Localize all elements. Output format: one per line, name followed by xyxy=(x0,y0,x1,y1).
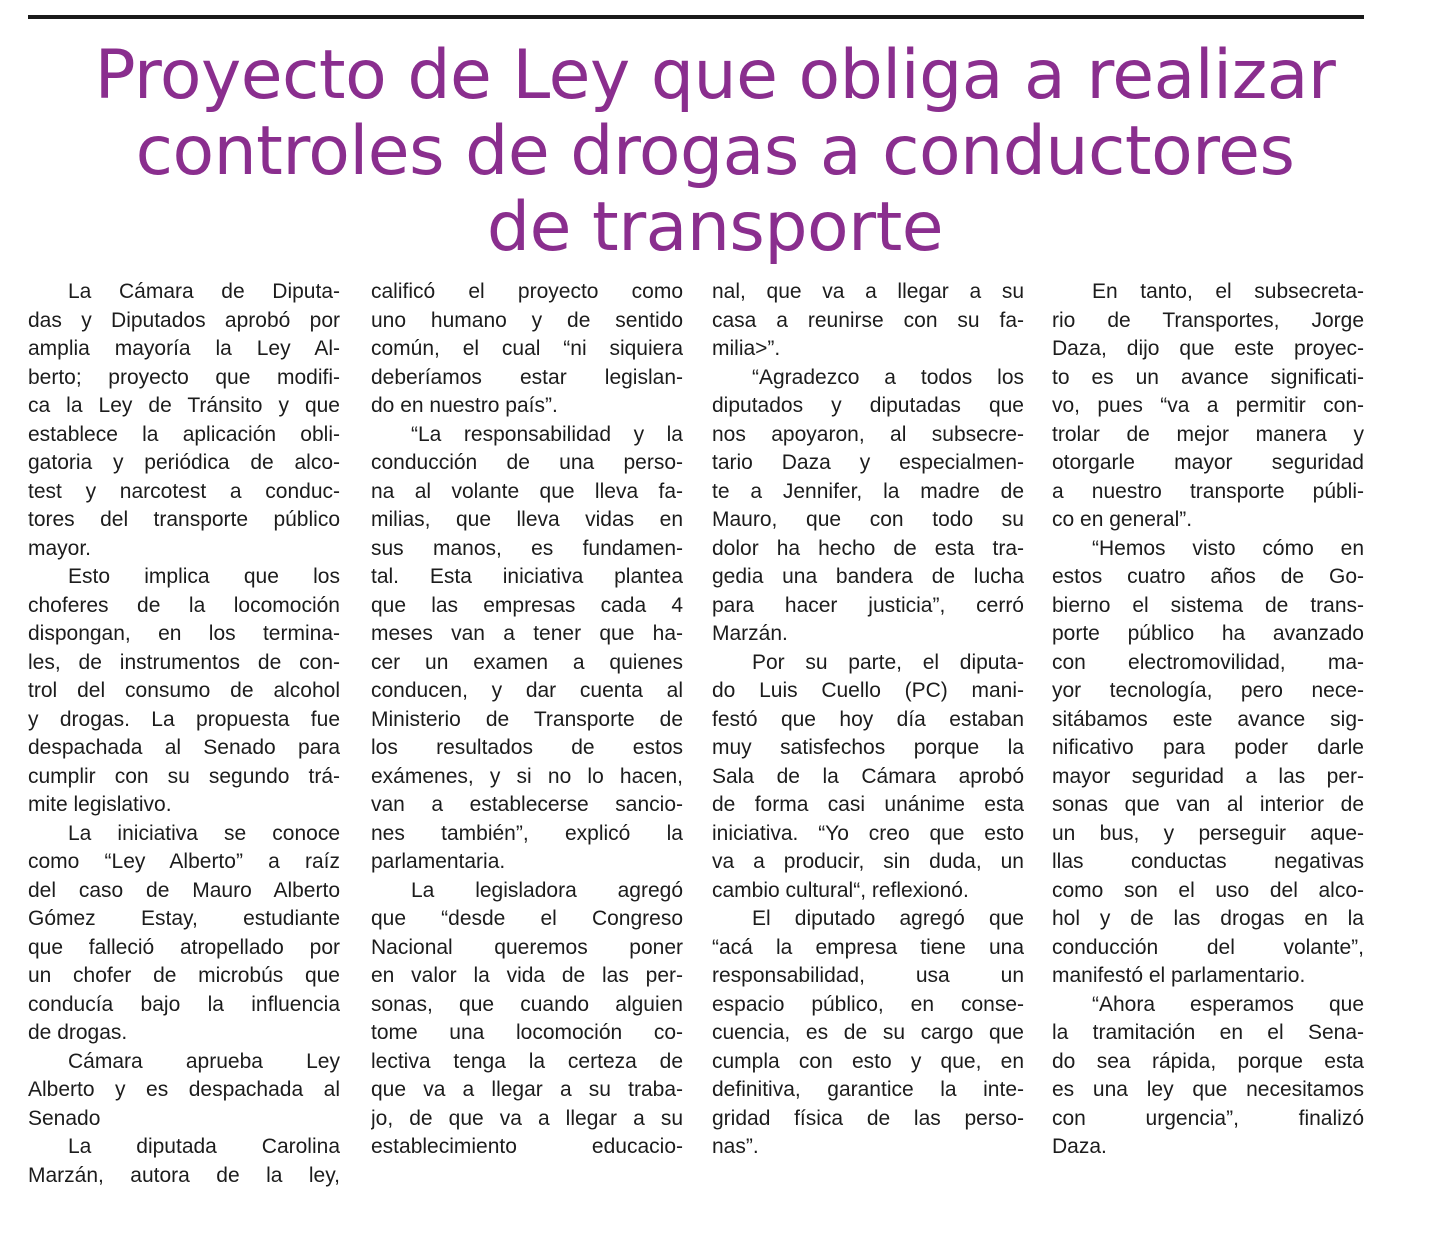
article-line: Marzán, autora de la ley, xyxy=(28,1163,340,1187)
article-line: la tramitación en el Sena- xyxy=(1052,1021,1364,1044)
article-line: El diputado agregó que xyxy=(752,907,1024,930)
article-line: dolor ha hecho de esta tra- xyxy=(712,536,1024,560)
article-line: diputados y diputadas que xyxy=(712,394,1024,417)
article-line: sonas, que cuando alguien xyxy=(371,992,683,1016)
article-line: uno humano y de sentido xyxy=(371,308,683,332)
article-column-3 xyxy=(712,278,1024,1162)
article-line: estos cuatro años de Go- xyxy=(1052,565,1364,588)
article-line: sitábamos este avance sig- xyxy=(1052,707,1364,731)
article-line: gedia una bandera de lucha xyxy=(712,565,1024,588)
article-line: mayor. xyxy=(28,536,92,560)
article-line: La Cámara de Diputa- xyxy=(68,280,340,303)
article-line: nes también”, explicó la xyxy=(371,821,683,845)
article-line: establece la aplicación obli- xyxy=(28,422,340,446)
article-line: los resultados de estos xyxy=(371,736,683,759)
article-line: La diputada Carolina xyxy=(68,1135,340,1158)
article-line: muy satisfechos porque la xyxy=(712,736,1024,759)
article-line: tal. Esta iniciativa plantea xyxy=(371,565,683,588)
article-line: Por su parte, el diputa- xyxy=(752,650,1024,674)
article-line: hol y de las drogas en la xyxy=(1052,907,1364,930)
article-line: yor tecnología, pero nece- xyxy=(1052,679,1364,702)
article-line: vo, pues “va a permitir con- xyxy=(1052,394,1364,417)
article-line: cumpla con esto y que, en xyxy=(712,1049,1024,1073)
article-column-2 xyxy=(371,278,683,1162)
article-line: gatoria y periódica de alco- xyxy=(28,451,340,474)
article-line: responsabilidad, usa un xyxy=(712,964,1024,987)
article-line: lectiva tenga la certeza de xyxy=(371,1049,683,1073)
article-line: “acá la empresa tiene una xyxy=(712,935,1024,959)
article-column-4 xyxy=(1052,278,1364,1162)
article-line: “La responsabilidad y la xyxy=(411,422,683,446)
article-line: Mauro, que con todo su xyxy=(712,508,1024,531)
article-line: con urgencia”, finalizó xyxy=(1052,1106,1364,1130)
article-line: nos apoyaron, al subsecre- xyxy=(712,422,1024,446)
article-line: conducen, y dar cuenta al xyxy=(371,679,683,702)
article-line: casa a reunirse con su fa- xyxy=(712,308,1024,332)
article-line: que las empresas cada 4 xyxy=(371,593,683,617)
article-line: rio de Transportes, Jorge xyxy=(1052,308,1364,332)
article-line: cambio cultural“, reflexionó. xyxy=(712,878,969,902)
article-line: milias, que lleva vidas en xyxy=(371,508,683,531)
article-line: llas conductas negativas xyxy=(1052,850,1364,873)
article-line: tario Daza y especialmen- xyxy=(712,451,1024,474)
article-line: definitiva, garantice la inte- xyxy=(712,1078,1024,1101)
article-line: festó que hoy día estaban xyxy=(712,707,1024,731)
article-line: La legisladora agregó xyxy=(411,878,683,902)
article-line: de drogas. xyxy=(28,1021,128,1044)
article-line: que va a llegar a su traba- xyxy=(371,1078,683,1101)
article-line: un bus, y perseguir aque- xyxy=(1052,821,1364,845)
article-line: Senado xyxy=(28,1106,101,1130)
article-line: espacio público, en conse- xyxy=(712,992,1024,1016)
article-line: mayor seguridad a las per- xyxy=(1052,764,1364,788)
article-line: “Hemos visto cómo en xyxy=(1092,536,1364,560)
article-line: nas”. xyxy=(712,1135,759,1158)
article-line: Gómez Estay, estudiante xyxy=(28,907,340,930)
article-line: milia>”. xyxy=(712,337,781,360)
article-line: conducción del volante”, xyxy=(1052,935,1364,959)
article-line: porte público ha avanzado xyxy=(1052,622,1364,645)
article-line: co en general”. xyxy=(1052,508,1193,531)
article-line: nal, que va a llegar a su xyxy=(712,280,1024,303)
article-line: para hacer justicia”, cerró xyxy=(712,593,1024,617)
article-line: cuencia, es de su cargo que xyxy=(712,1021,1024,1044)
article-line: ca la Ley de Tránsito y que xyxy=(28,394,340,417)
article-line: van a establecerse sancio- xyxy=(371,793,683,816)
article-line: de forma casi unánime esta xyxy=(712,793,1024,816)
top-rule xyxy=(28,15,1364,19)
headline-line: Proyecto de Ley que obliga a realizar xyxy=(94,36,1336,115)
article-line: Cámara aprueba Ley xyxy=(68,1049,340,1073)
article-line: que falleció atropellado por xyxy=(28,935,340,959)
article-line: sonas que van al interior de xyxy=(1052,793,1364,816)
article-line: test y narcotest a conduc- xyxy=(28,479,340,503)
article-line: conducción de una perso- xyxy=(371,451,683,474)
article-line: con electromovilidad, ma- xyxy=(1052,650,1364,674)
headline xyxy=(0,38,1430,266)
headline-line: de transporte xyxy=(486,188,944,267)
article-line: parlamentaria. xyxy=(371,850,506,873)
article-line: tores del transporte público xyxy=(28,508,340,531)
article-line: conducía bajo la influencia xyxy=(28,992,340,1016)
article-line: y drogas. La propuesta fue xyxy=(28,707,340,731)
article-line: sus manos, es fundamen- xyxy=(371,536,683,560)
article-line: deberíamos estar legislan- xyxy=(371,365,683,389)
article-line: na al volante que lleva fa- xyxy=(371,479,683,503)
article-line: Alberto y es despachada al xyxy=(28,1078,340,1101)
article-line: amplia mayoría la Ley Al- xyxy=(28,337,340,360)
article-line: trol del consumo de alcohol xyxy=(28,679,340,702)
article-line: meses van a tener que ha- xyxy=(371,622,683,645)
article-line: gridad física de las perso- xyxy=(712,1106,1024,1130)
article-line: exámenes, y si no lo hacen, xyxy=(371,764,683,788)
article-line: iniciativa. “Yo creo que esto xyxy=(712,821,1024,845)
article-line: a nuestro transporte públi- xyxy=(1052,479,1364,503)
article-line: despachada al Senado para xyxy=(28,736,340,759)
article-line: do Luis Cuello (PC) mani- xyxy=(712,679,1024,702)
article-line: “Agradezco a todos los xyxy=(752,365,1024,389)
article-line: das y Diputados aprobó por xyxy=(28,308,340,332)
article-line: común, el cual “ni siquiera xyxy=(371,337,683,360)
article-line: do sea rápida, porque esta xyxy=(1052,1049,1364,1073)
article-line: “Ahora esperamos que xyxy=(1092,992,1364,1016)
article-line: nificativo para poder darle xyxy=(1052,736,1364,759)
article-line: Daza, dijo que este proyec- xyxy=(1052,337,1364,360)
article-line: establecimiento educacio- xyxy=(371,1135,683,1158)
article-line: Nacional queremos poner xyxy=(371,935,683,959)
article-line: mite legislativo. xyxy=(28,793,172,816)
article-line: tome una locomoción co- xyxy=(371,1021,683,1044)
article-line: choferes de la locomoción xyxy=(28,593,340,617)
article-line: te a Jennifer, la madre de xyxy=(712,479,1024,503)
article-line: En tanto, el subsecreta- xyxy=(1092,280,1364,303)
article-line: como “Ley Alberto” a raíz xyxy=(28,850,340,873)
article-line: La iniciativa se conoce xyxy=(68,821,340,845)
article-line: manifestó el parlamentario. xyxy=(1052,964,1306,987)
article-line: to es un avance significati- xyxy=(1052,365,1364,389)
article-line: berto; proyecto que modifi- xyxy=(28,365,340,389)
article-line: jo, de que va a llegar a su xyxy=(371,1106,683,1130)
article-line: Marzán. xyxy=(712,622,788,645)
article-line: un chofer de microbús que xyxy=(28,964,340,987)
article-body xyxy=(0,278,1430,1208)
article-line: otorgarle mayor seguridad xyxy=(1052,451,1364,474)
article-line: va a producir, sin duda, un xyxy=(712,850,1024,873)
article-line: do en nuestro país”. xyxy=(371,394,558,417)
article-line: Ministerio de Transporte de xyxy=(371,707,683,731)
article-line: como son el uso del alco- xyxy=(1052,878,1364,902)
article-line: en valor la vida de las per- xyxy=(371,964,683,987)
article-line: Daza. xyxy=(1052,1135,1107,1158)
article-line: cumplir con su segundo trá- xyxy=(28,764,340,788)
article-column-1 xyxy=(28,278,340,1190)
headline-line: controles de drogas a conductores xyxy=(135,112,1295,191)
article-line: trolar de mejor manera y xyxy=(1052,422,1364,446)
article-line: Sala de la Cámara aprobó xyxy=(712,764,1024,788)
article-line: les, de instrumentos de con- xyxy=(28,650,340,674)
article-line: que “desde el Congreso xyxy=(371,907,683,930)
article-line: calificó el proyecto como xyxy=(371,280,683,303)
article-line: cer un examen a quienes xyxy=(371,650,683,674)
article-line: es una ley que necesitamos xyxy=(1052,1078,1364,1101)
article-line: bierno el sistema de trans- xyxy=(1052,593,1364,617)
article-line: dispongan, en los termina- xyxy=(28,622,340,645)
article-line: del caso de Mauro Alberto xyxy=(28,878,340,902)
article-line: Esto implica que los xyxy=(68,565,340,588)
